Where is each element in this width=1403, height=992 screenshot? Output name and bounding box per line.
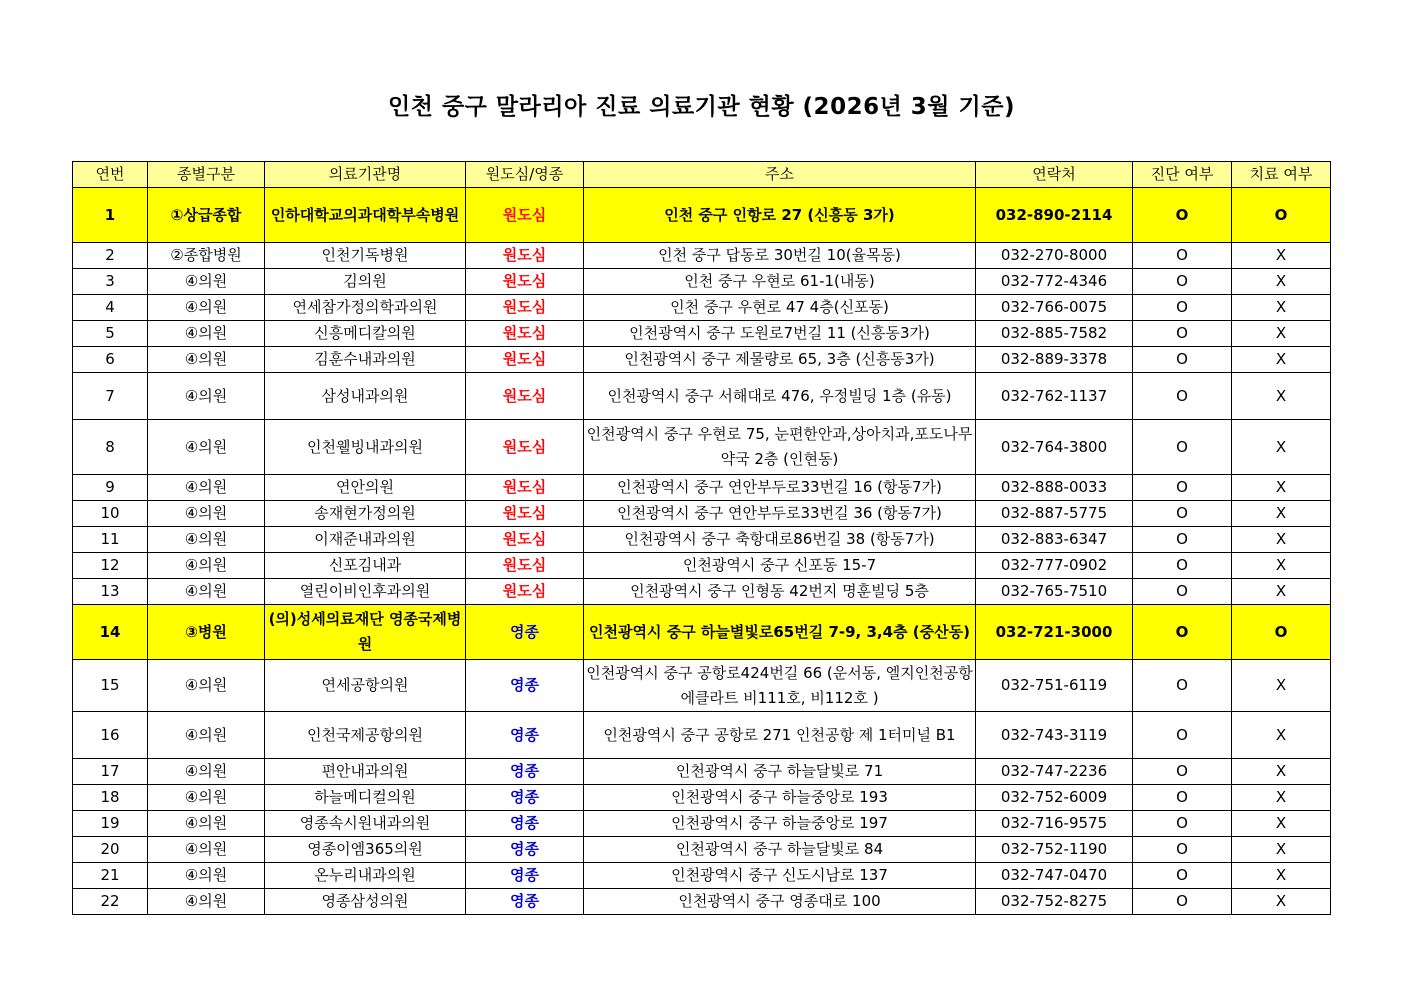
table-row bbox=[73, 188, 1331, 243]
cell-address: 인천광역시 중구 축항대로86번길 38 (항동7가) bbox=[584, 527, 976, 553]
table-row bbox=[73, 712, 1331, 759]
cell-phone: 032-747-0470 bbox=[976, 863, 1133, 889]
cell-treatment: X bbox=[1232, 712, 1331, 759]
cell-diagnosis: O bbox=[1133, 712, 1232, 759]
cell-name: 인천국제공항의원 bbox=[265, 712, 466, 759]
cell-diagnosis: O bbox=[1133, 295, 1232, 321]
cell-no: 14 bbox=[73, 605, 148, 660]
cell-type: ②종합병원 bbox=[148, 243, 265, 269]
cell-no: 9 bbox=[73, 475, 148, 501]
cell-treatment: X bbox=[1232, 553, 1331, 579]
cell-phone: 032-752-1190 bbox=[976, 837, 1133, 863]
cell-address: 인천광역시 중구 신도시남로 137 bbox=[584, 863, 976, 889]
cell-phone: 032-752-8275 bbox=[976, 889, 1133, 915]
cell-address: 인천광역시 중구 제물량로 65, 3층 (신흥동3가) bbox=[584, 347, 976, 373]
cell-name: 인하대학교의과대학부속병원 bbox=[265, 188, 466, 243]
header-diagnosis: 진단 여부 bbox=[1133, 162, 1232, 188]
header-address: 주소 bbox=[584, 162, 976, 188]
cell-type: ④의원 bbox=[148, 347, 265, 373]
cell-treatment: X bbox=[1232, 785, 1331, 811]
table-row bbox=[73, 811, 1331, 837]
cell-name: 신흥메디칼의원 bbox=[265, 321, 466, 347]
cell-no: 13 bbox=[73, 579, 148, 605]
table-row bbox=[73, 295, 1331, 321]
cell-diagnosis: O bbox=[1133, 811, 1232, 837]
cell-phone: 032-764-3800 bbox=[976, 420, 1133, 475]
cell-area: 영종 bbox=[466, 863, 584, 889]
cell-no: 18 bbox=[73, 785, 148, 811]
cell-address: 인천광역시 중구 공항로424번길 66 (운서동, 엘지인천공항에클라트 비111호, 비112호 ) bbox=[584, 660, 976, 712]
cell-diagnosis: O bbox=[1133, 420, 1232, 475]
header-name: 의료기관명 bbox=[265, 162, 466, 188]
cell-no: 22 bbox=[73, 889, 148, 915]
cell-type: ④의원 bbox=[148, 759, 265, 785]
cell-phone: 032-887-5775 bbox=[976, 501, 1133, 527]
cell-no: 19 bbox=[73, 811, 148, 837]
cell-name: 이재준내과의원 bbox=[265, 527, 466, 553]
cell-name: 연안의원 bbox=[265, 475, 466, 501]
cell-address: 인천 중구 답동로 30번길 10(율목동) bbox=[584, 243, 976, 269]
cell-name: 열린이비인후과의원 bbox=[265, 579, 466, 605]
cell-treatment: X bbox=[1232, 347, 1331, 373]
cell-treatment: X bbox=[1232, 373, 1331, 420]
cell-treatment: X bbox=[1232, 243, 1331, 269]
cell-area: 원도심 bbox=[466, 501, 584, 527]
table-row bbox=[73, 660, 1331, 712]
cell-name: 연세공항의원 bbox=[265, 660, 466, 712]
table-row bbox=[73, 373, 1331, 420]
cell-diagnosis: O bbox=[1133, 243, 1232, 269]
cell-area: 원도심 bbox=[466, 243, 584, 269]
cell-no: 10 bbox=[73, 501, 148, 527]
cell-treatment: X bbox=[1232, 660, 1331, 712]
cell-diagnosis: O bbox=[1133, 863, 1232, 889]
cell-no: 8 bbox=[73, 420, 148, 475]
cell-phone: 032-743-3119 bbox=[976, 712, 1133, 759]
cell-treatment: X bbox=[1232, 889, 1331, 915]
cell-diagnosis: O bbox=[1133, 501, 1232, 527]
cell-name: 하늘메디컬의원 bbox=[265, 785, 466, 811]
cell-treatment: X bbox=[1232, 811, 1331, 837]
cell-address: 인천광역시 중구 서해대로 476, 우정빌딩 1층 (유동) bbox=[584, 373, 976, 420]
table-row bbox=[73, 579, 1331, 605]
table-row bbox=[73, 785, 1331, 811]
cell-no: 16 bbox=[73, 712, 148, 759]
cell-address: 인천광역시 중구 도원로7번길 11 (신흥동3가) bbox=[584, 321, 976, 347]
table-row bbox=[73, 269, 1331, 295]
cell-phone: 032-766-0075 bbox=[976, 295, 1133, 321]
cell-type: ④의원 bbox=[148, 527, 265, 553]
header-type: 종별구분 bbox=[148, 162, 265, 188]
cell-type: ④의원 bbox=[148, 660, 265, 712]
cell-no: 1 bbox=[73, 188, 148, 243]
header-treatment: 치료 여부 bbox=[1232, 162, 1331, 188]
table-row bbox=[73, 527, 1331, 553]
cell-diagnosis: O bbox=[1133, 373, 1232, 420]
table-row bbox=[73, 863, 1331, 889]
cell-phone: 032-721-3000 bbox=[976, 605, 1133, 660]
cell-no: 15 bbox=[73, 660, 148, 712]
cell-address: 인천광역시 중구 하늘중앙로 197 bbox=[584, 811, 976, 837]
table-row bbox=[73, 321, 1331, 347]
page-title: 인천 중구 말라리아 진료 의료기관 현황 (2026년 3월 기준) bbox=[388, 94, 1015, 120]
cell-name: (의)성세의료재단 영종국제병원 bbox=[265, 605, 466, 660]
cell-phone: 032-883-6347 bbox=[976, 527, 1133, 553]
table-row bbox=[73, 501, 1331, 527]
cell-phone: 032-762-1137 bbox=[976, 373, 1133, 420]
cell-type: ④의원 bbox=[148, 889, 265, 915]
cell-treatment: X bbox=[1232, 475, 1331, 501]
cell-area: 원도심 bbox=[466, 295, 584, 321]
cell-type: ④의원 bbox=[148, 321, 265, 347]
cell-type: ④의원 bbox=[148, 295, 265, 321]
cell-address: 인천광역시 중구 우현로 75, 눈편한안과,상아치과,포도나무약국 2층 (인현동) bbox=[584, 420, 976, 475]
cell-type: ①상급종합 bbox=[148, 188, 265, 243]
cell-address: 인천광역시 중구 연안부두로33번길 36 (항동7가) bbox=[584, 501, 976, 527]
cell-diagnosis: O bbox=[1133, 579, 1232, 605]
cell-diagnosis: O bbox=[1133, 837, 1232, 863]
cell-type: ④의원 bbox=[148, 712, 265, 759]
cell-no: 6 bbox=[73, 347, 148, 373]
cell-treatment: O bbox=[1232, 188, 1331, 243]
cell-phone: 032-777-0902 bbox=[976, 553, 1133, 579]
table-row bbox=[73, 759, 1331, 785]
cell-address: 인천광역시 중구 신포동 15-7 bbox=[584, 553, 976, 579]
cell-address: 인천광역시 중구 하늘달빛로 84 bbox=[584, 837, 976, 863]
header-row bbox=[73, 162, 1331, 188]
table-row bbox=[73, 553, 1331, 579]
cell-diagnosis: O bbox=[1133, 269, 1232, 295]
cell-type: ④의원 bbox=[148, 785, 265, 811]
cell-phone: 032-772-4346 bbox=[976, 269, 1133, 295]
cell-area: 원도심 bbox=[466, 579, 584, 605]
cell-name: 영종이엠365의원 bbox=[265, 837, 466, 863]
cell-type: ④의원 bbox=[148, 420, 265, 475]
cell-address: 인천 중구 우현로 47 4층(신포동) bbox=[584, 295, 976, 321]
cell-name: 영종삼성의원 bbox=[265, 889, 466, 915]
cell-address: 인천광역시 중구 영종대로 100 bbox=[584, 889, 976, 915]
cell-name: 편안내과의원 bbox=[265, 759, 466, 785]
cell-address: 인천광역시 중구 하늘달빛로 71 bbox=[584, 759, 976, 785]
header-area: 원도심/영종 bbox=[466, 162, 584, 188]
cell-phone: 032-890-2114 bbox=[976, 188, 1133, 243]
cell-area: 영종 bbox=[466, 660, 584, 712]
cell-name: 김의원 bbox=[265, 269, 466, 295]
table-row bbox=[73, 420, 1331, 475]
cell-address: 인천광역시 중구 공항로 271 인천공항 제 1터미널 B1 bbox=[584, 712, 976, 759]
cell-type: ④의원 bbox=[148, 837, 265, 863]
cell-name: 인천웰빙내과의원 bbox=[265, 420, 466, 475]
cell-area: 원도심 bbox=[466, 553, 584, 579]
cell-area: 원도심 bbox=[466, 475, 584, 501]
cell-treatment: X bbox=[1232, 321, 1331, 347]
cell-diagnosis: O bbox=[1133, 321, 1232, 347]
cell-name: 김훈수내과의원 bbox=[265, 347, 466, 373]
cell-treatment: X bbox=[1232, 527, 1331, 553]
cell-name: 영종속시원내과의원 bbox=[265, 811, 466, 837]
cell-phone: 032-270-8000 bbox=[976, 243, 1133, 269]
table-row bbox=[73, 347, 1331, 373]
cell-diagnosis: O bbox=[1133, 785, 1232, 811]
cell-type: ④의원 bbox=[148, 553, 265, 579]
cell-treatment: X bbox=[1232, 269, 1331, 295]
cell-diagnosis: O bbox=[1133, 889, 1232, 915]
cell-type: ④의원 bbox=[148, 475, 265, 501]
cell-no: 7 bbox=[73, 373, 148, 420]
cell-diagnosis: O bbox=[1133, 188, 1232, 243]
header-no: 연번 bbox=[73, 162, 148, 188]
cell-diagnosis: O bbox=[1133, 553, 1232, 579]
cell-area: 원도심 bbox=[466, 269, 584, 295]
cell-treatment: X bbox=[1232, 501, 1331, 527]
cell-type: ③병원 bbox=[148, 605, 265, 660]
cell-phone: 032-751-6119 bbox=[976, 660, 1133, 712]
cell-treatment: X bbox=[1232, 863, 1331, 889]
table-row bbox=[73, 475, 1331, 501]
cell-phone: 032-889-3378 bbox=[976, 347, 1133, 373]
cell-address: 인천광역시 중구 하늘별빛로65번길 7-9, 3,4층 (중산동) bbox=[584, 605, 976, 660]
cell-no: 11 bbox=[73, 527, 148, 553]
cell-area: 영종 bbox=[466, 785, 584, 811]
cell-phone: 032-752-6009 bbox=[976, 785, 1133, 811]
cell-diagnosis: O bbox=[1133, 660, 1232, 712]
cell-diagnosis: O bbox=[1133, 347, 1232, 373]
cell-diagnosis: O bbox=[1133, 605, 1232, 660]
table-row bbox=[73, 243, 1331, 269]
cell-diagnosis: O bbox=[1133, 759, 1232, 785]
cell-name: 신포김내과 bbox=[265, 553, 466, 579]
cell-name: 온누리내과의원 bbox=[265, 863, 466, 889]
cell-no: 2 bbox=[73, 243, 148, 269]
cell-type: ④의원 bbox=[148, 501, 265, 527]
cell-no: 20 bbox=[73, 837, 148, 863]
table-row bbox=[73, 837, 1331, 863]
header-phone: 연락처 bbox=[976, 162, 1133, 188]
cell-phone: 032-885-7582 bbox=[976, 321, 1133, 347]
cell-area: 영종 bbox=[466, 837, 584, 863]
cell-area: 영종 bbox=[466, 759, 584, 785]
cell-area: 원도심 bbox=[466, 347, 584, 373]
cell-no: 5 bbox=[73, 321, 148, 347]
cell-area: 원도심 bbox=[466, 188, 584, 243]
cell-no: 21 bbox=[73, 863, 148, 889]
cell-name: 연세참가정의학과의원 bbox=[265, 295, 466, 321]
cell-phone: 032-765-7510 bbox=[976, 579, 1133, 605]
cell-area: 원도심 bbox=[466, 420, 584, 475]
cell-address: 인천광역시 중구 인형동 42번지 명훈빌딩 5층 bbox=[584, 579, 976, 605]
cell-treatment: O bbox=[1232, 605, 1331, 660]
cell-address: 인천 중구 우현로 61-1(내동) bbox=[584, 269, 976, 295]
cell-area: 원도심 bbox=[466, 321, 584, 347]
table-row bbox=[73, 889, 1331, 915]
cell-type: ④의원 bbox=[148, 373, 265, 420]
clinic-table bbox=[72, 161, 1331, 915]
cell-area: 영종 bbox=[466, 712, 584, 759]
cell-treatment: X bbox=[1232, 295, 1331, 321]
cell-no: 4 bbox=[73, 295, 148, 321]
cell-treatment: X bbox=[1232, 420, 1331, 475]
cell-treatment: X bbox=[1232, 579, 1331, 605]
cell-type: ④의원 bbox=[148, 811, 265, 837]
cell-type: ④의원 bbox=[148, 579, 265, 605]
cell-area: 원도심 bbox=[466, 373, 584, 420]
cell-no: 12 bbox=[73, 553, 148, 579]
cell-treatment: X bbox=[1232, 759, 1331, 785]
cell-name: 송재현가정의원 bbox=[265, 501, 466, 527]
cell-type: ④의원 bbox=[148, 863, 265, 889]
cell-no: 3 bbox=[73, 269, 148, 295]
cell-phone: 032-747-2236 bbox=[976, 759, 1133, 785]
cell-treatment: X bbox=[1232, 837, 1331, 863]
cell-area: 영종 bbox=[466, 889, 584, 915]
cell-name: 인천기독병원 bbox=[265, 243, 466, 269]
cell-type: ④의원 bbox=[148, 269, 265, 295]
cell-area: 영종 bbox=[466, 811, 584, 837]
cell-name: 삼성내과의원 bbox=[265, 373, 466, 420]
cell-diagnosis: O bbox=[1133, 527, 1232, 553]
cell-address: 인천광역시 중구 연안부두로33번길 16 (항동7가) bbox=[584, 475, 976, 501]
cell-address: 인천광역시 중구 하늘중앙로 193 bbox=[584, 785, 976, 811]
cell-area: 원도심 bbox=[466, 527, 584, 553]
cell-phone: 032-888-0033 bbox=[976, 475, 1133, 501]
table-row bbox=[73, 605, 1331, 660]
cell-address: 인천 중구 인항로 27 (신흥동 3가) bbox=[584, 188, 976, 243]
cell-diagnosis: O bbox=[1133, 475, 1232, 501]
cell-area: 영종 bbox=[466, 605, 584, 660]
cell-phone: 032-716-9575 bbox=[976, 811, 1133, 837]
cell-no: 17 bbox=[73, 759, 148, 785]
